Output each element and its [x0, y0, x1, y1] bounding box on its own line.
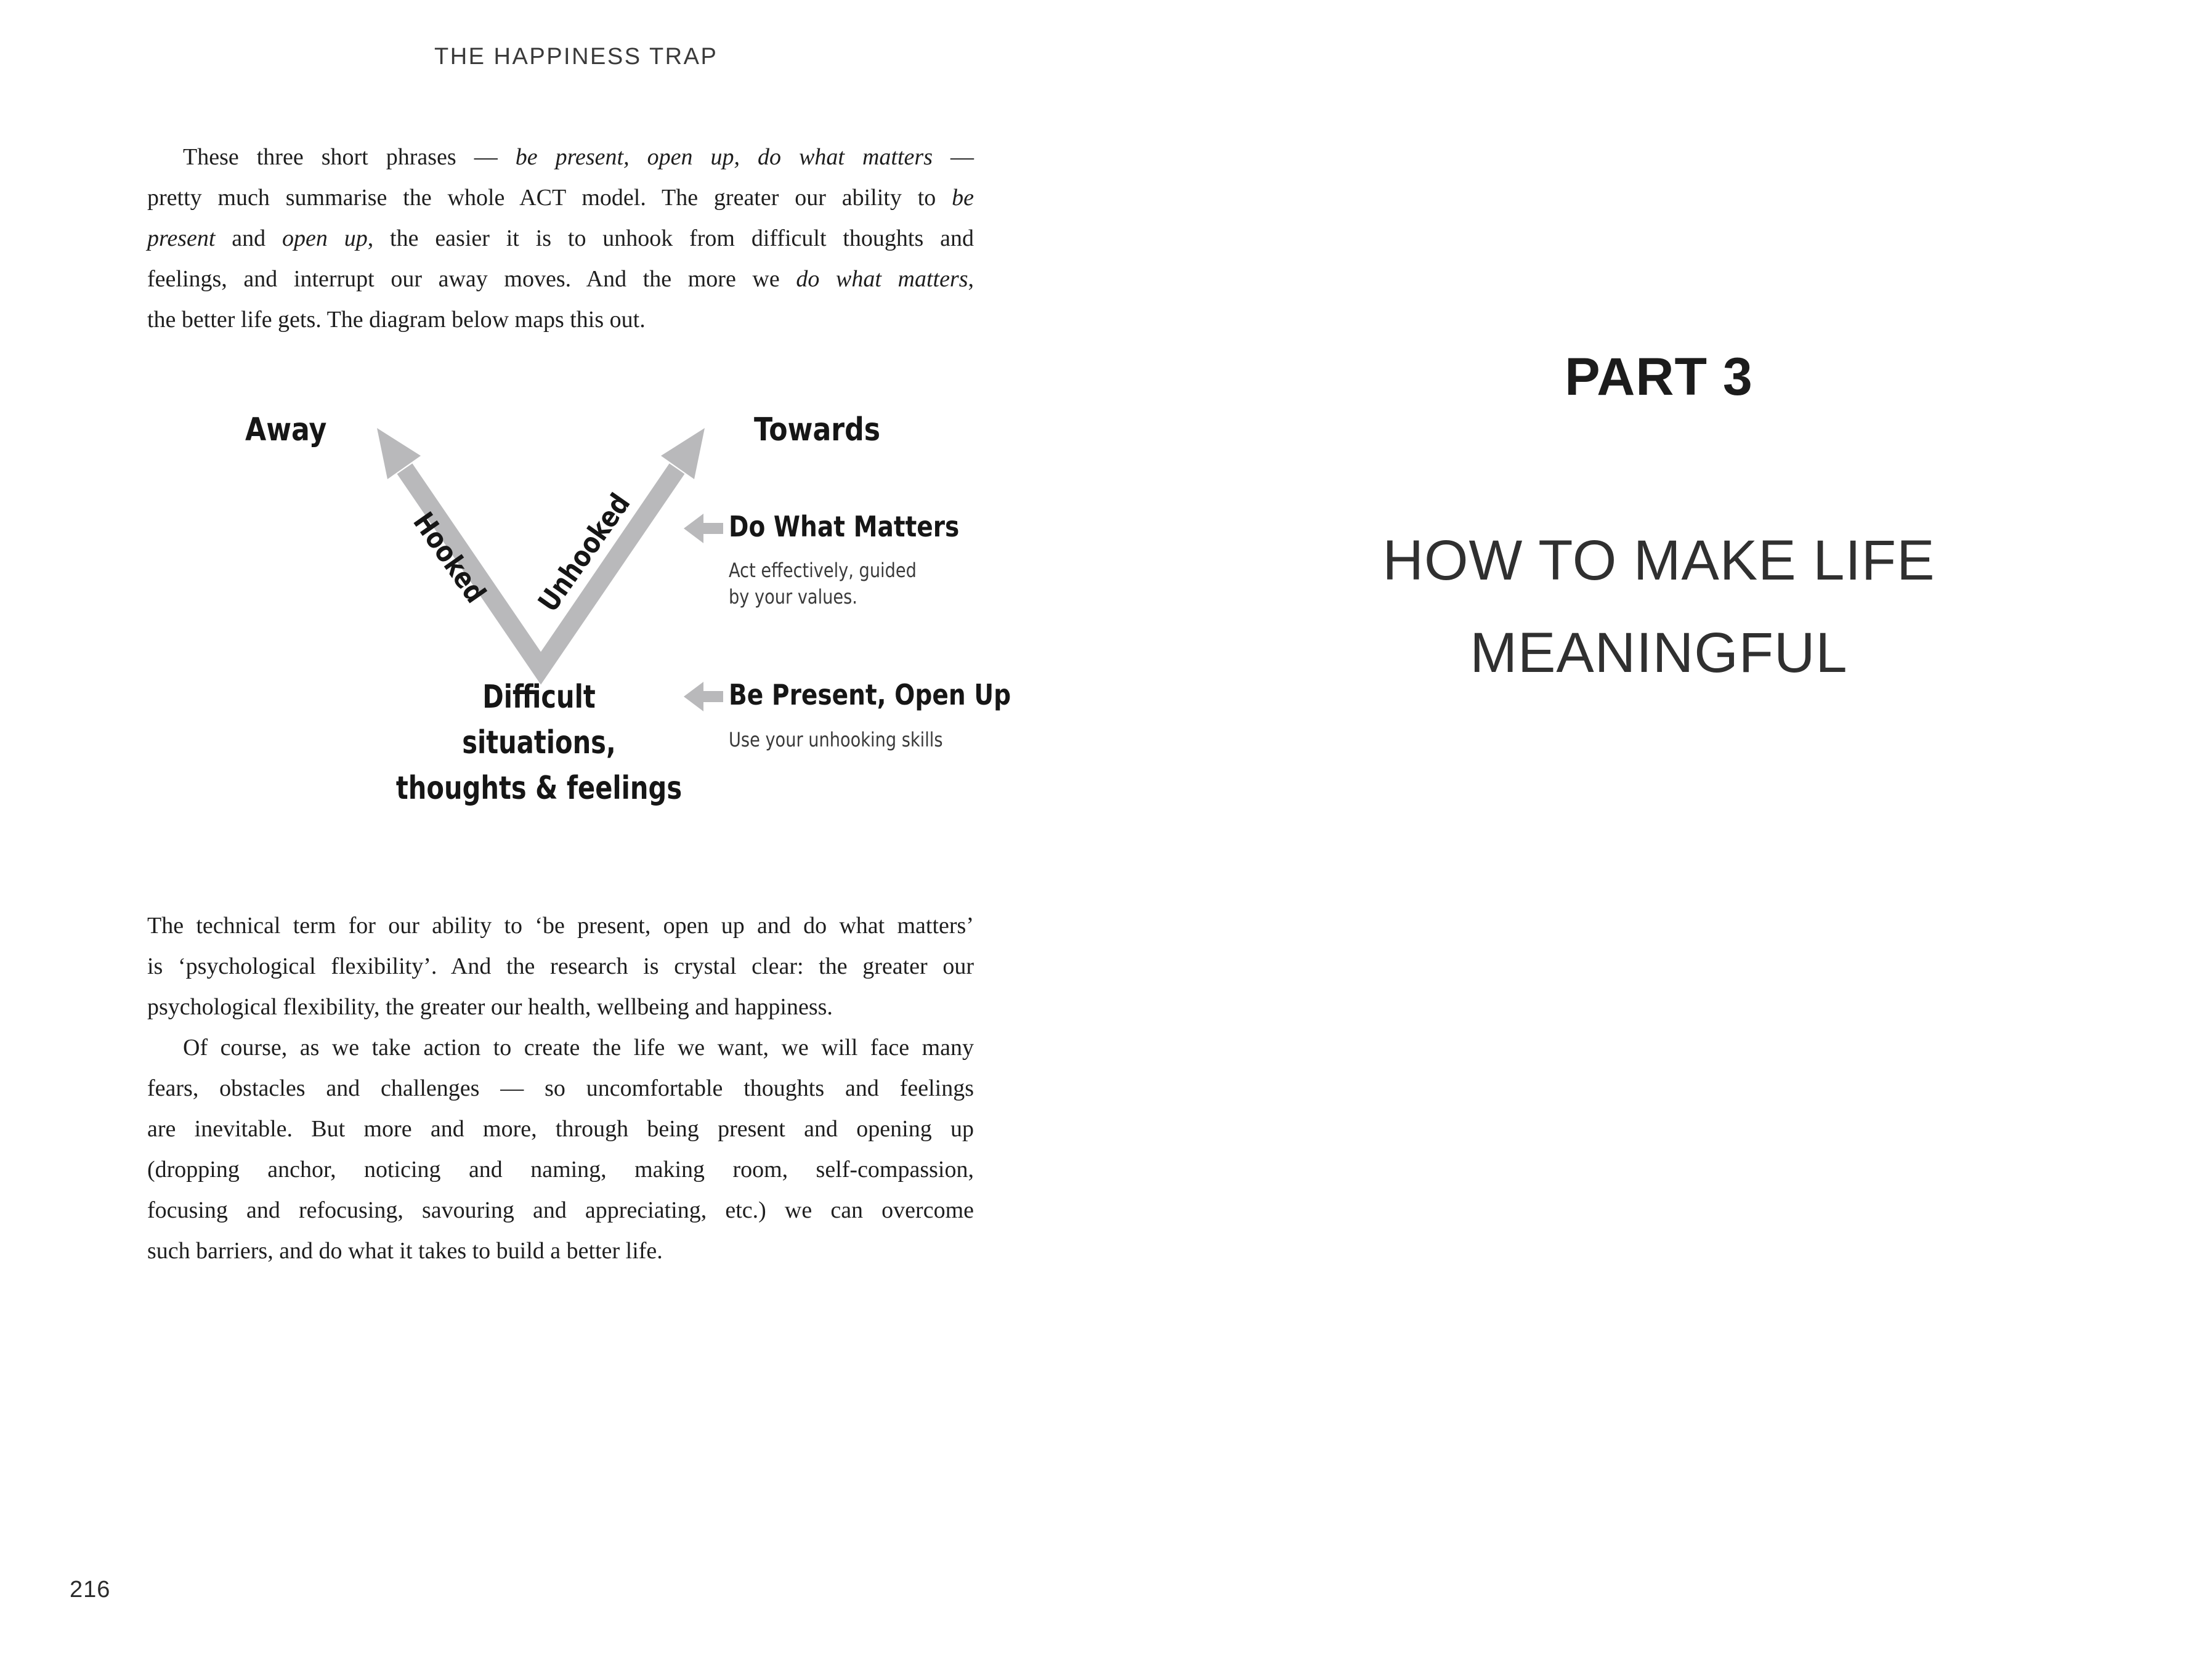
text-segment: The technical term for our ability to ‘be present, open up and do what matters’ — [147, 913, 974, 939]
text-segment: feelings, and interrupt our away moves. And the more we — [147, 266, 796, 292]
italic-text-segment: be — [952, 185, 974, 211]
text-segment: and — [215, 225, 283, 251]
towards-arrowhead — [661, 428, 705, 479]
difficult-line: thoughts & feelings — [395, 770, 683, 807]
body-paragraph — [147, 905, 974, 1271]
text-segment: , — [968, 266, 974, 292]
subtext-line: Act effectively, guided — [729, 559, 917, 582]
text-line — [147, 1190, 974, 1231]
part-label: PART 3 — [1565, 347, 1753, 406]
do-what-matters-pointer-icon — [684, 514, 723, 543]
hooked-label: Hooked — [407, 506, 493, 609]
do-what-matters-label: Do What Matters — [729, 510, 960, 543]
text-line — [147, 987, 974, 1027]
text-segment: Of course, as we take action to create the life we want, we will face many — [183, 1035, 974, 1061]
text-segment: such barriers, and do what it takes to build a better life. — [147, 1238, 663, 1264]
text-line — [147, 1109, 974, 1149]
text-line — [147, 1231, 974, 1271]
running-header: THE HAPPINESS TRAP — [434, 44, 718, 70]
difficult-line: Difficult — [482, 679, 596, 716]
do-what-matters-subtext — [729, 557, 917, 610]
text-segment: — — [933, 144, 974, 170]
intro-paragraph — [147, 137, 974, 340]
diagram-arrows — [0, 0, 986, 862]
unhooked-label: Unhooked — [531, 487, 637, 618]
text-line — [147, 946, 974, 987]
be-present-pointer-icon — [684, 682, 723, 711]
text-segment: , the easier it is to unhook from difficult thoughts and — [367, 225, 974, 251]
text-segment: focusing and refocusing, savouring and appreciating, etc.) we can overcome — [147, 1197, 974, 1223]
subtext-line: by your values. — [729, 585, 857, 609]
difficult-situations-label — [391, 674, 687, 811]
text-segment: are inevitable. But more and more, through being present and opening up — [147, 1116, 974, 1142]
towards-label: Towards — [754, 411, 881, 448]
text-line — [147, 299, 974, 340]
difficult-line: situations, — [462, 724, 616, 761]
away-label: Away — [245, 411, 327, 448]
text-line — [147, 1068, 974, 1109]
v-arrows-body — [405, 469, 677, 668]
be-present-subtext — [729, 727, 942, 753]
text-segment: psychological flexibility, the greater our health, wellbeing and happiness. — [147, 994, 833, 1020]
text-segment: fears, obstacles and challenges — so uncomfortable thoughts and feelings — [147, 1075, 974, 1101]
text-segment: is ‘psychological flexibility’. And the research is crystal clear: the greater our — [147, 953, 974, 979]
text-segment: (dropping anchor, noticing and naming, making room, self-compassion, — [147, 1157, 974, 1183]
text-line — [147, 1149, 974, 1190]
text-line — [147, 905, 974, 946]
italic-text-segment: open up — [282, 225, 368, 251]
part-title-line: MEANINGFUL — [1470, 621, 1848, 684]
part-title — [1106, 514, 2212, 699]
text-line — [147, 259, 974, 299]
text-segment: pretty much summarise the whole ACT model. The greater our ability to — [147, 185, 952, 211]
text-line — [147, 1027, 974, 1068]
italic-text-segment: do what matters — [796, 266, 968, 292]
text-line — [147, 177, 974, 218]
text-line — [147, 218, 974, 259]
away-arrowhead — [377, 428, 421, 479]
part-title-line: HOW TO MAKE LIFE — [1382, 529, 1935, 592]
italic-text-segment: present — [147, 225, 216, 251]
italic-text-segment: be present, open up, do what matters — [515, 144, 933, 170]
text-segment: These three short phrases — — [183, 144, 516, 170]
text-segment: the better life gets. The diagram below maps this out. — [147, 307, 646, 333]
be-present-open-up-label: Be Present, Open Up — [729, 678, 1011, 711]
text-line — [147, 137, 974, 177]
right-page — [1106, 0, 2212, 1666]
subtext-line: Use your unhooking skills — [729, 728, 943, 751]
page-number: 216 — [70, 1577, 111, 1603]
